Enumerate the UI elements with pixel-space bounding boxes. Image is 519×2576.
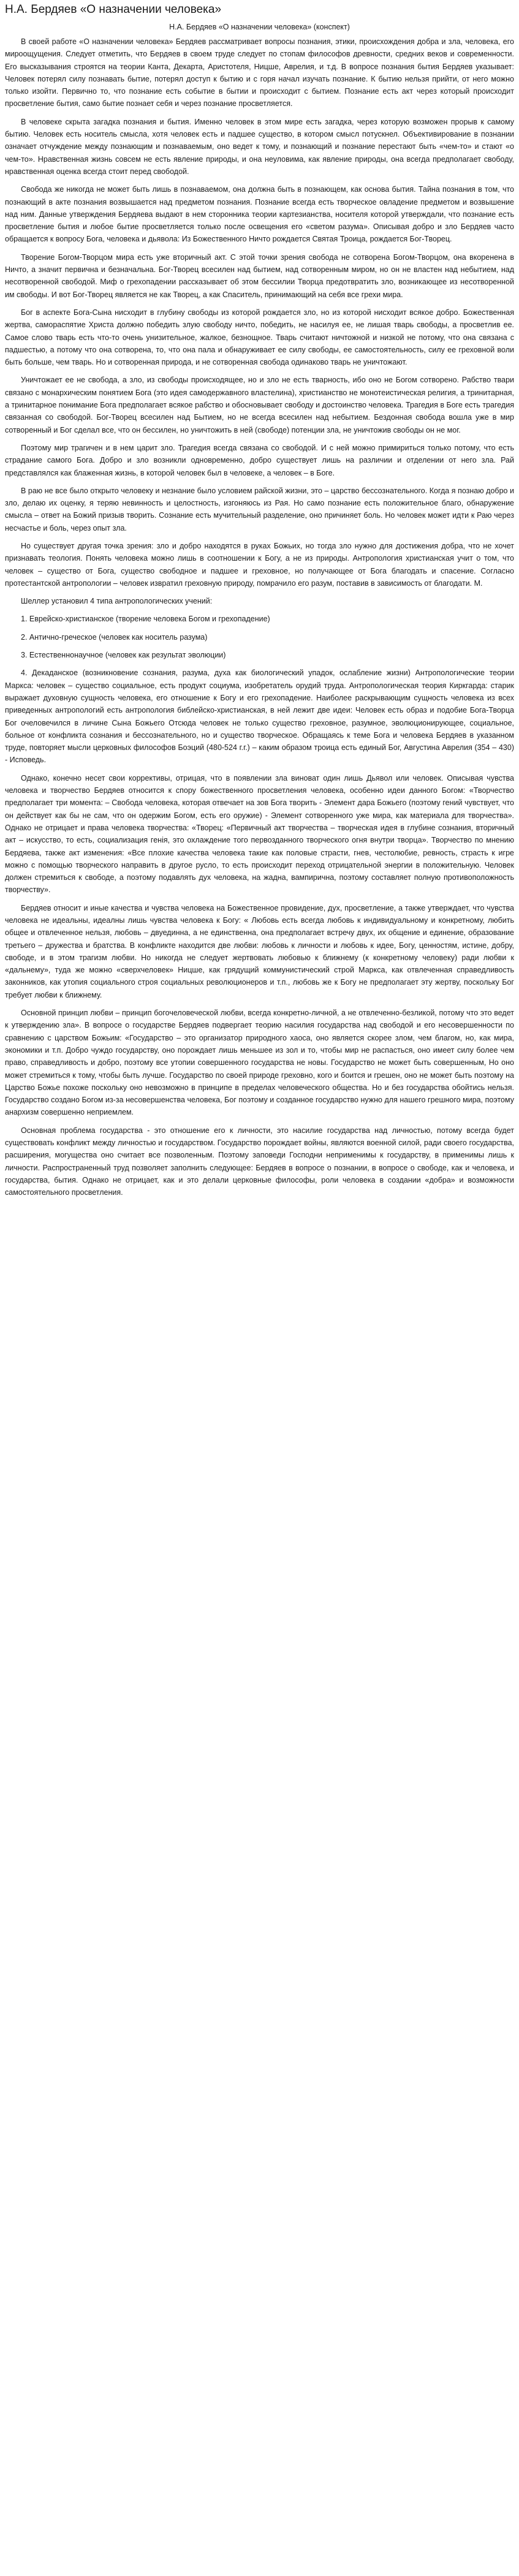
paragraph-anthropology: Но существует другая точка зрения: зло и добро находятся в руках Божьих, но тогда зло нужно для достижения добра, что не хочет признавать теология. Понять человека можно лишь в соотношении к Богу, а не из природы. Антропология христианская учит о том, что человек – существо от Бога, существо свободное и падшее и греховное, но получающее от Бога благодать и спасение. Согласно протестантской антропологии – человек извратил греховную природу, помрачило его разум, поставив в зависимость от благодати. М.: [5, 541, 514, 588]
list-item: 3. Естественнонаучное (человек как результат эволюции): [21, 651, 226, 660]
paragraph-creation: Творение Богом-Творцом мира есть уже вторичный акт. С этой точки зрения свобода не сотворена Богом-Творцом, она вкоренена в Ничто, а значит первична и безначальна. Бог-Творец всесилен над бытием, над сотворенным миром, но он не властен над небытием, над несотворенной свободой. Миф о грехопадении рассказывает об этом бессилии Творца предотвратить зло, возникающее из несотворенной им свободы. И вот Бог-Творец является не как Творец, а как Спаситель, принимающий на себя все грехи мира.: [5, 252, 514, 299]
paragraph-love: Бердяев относит и иные качества и чувства человека на Божественное провидение, дух, просветление, а также утверждает, что чувства человека не идеальны, идеалны лишь чувства человека к Богу: « Любовь есть всегда любовь к индивидуальному и конкретному, любить общее и отвлеченное нельзя, любовь – двуединна, а не единственна, она предполагает встречу двух, их общение и единение, образование третьего – дружества и братства. В конфликте находится две любви: любовь к личности и любовь к идее, Богу, ценностям, истине, добру, свободе, и в этом трагизм любви. Но никогда не следует жертвовать любовью к ближнему (к конкретному человеку) ради любви к «дальнему», туда же можно «сверхчеловек» Ницше, как грядущий коммунистический строй Маркса, как отвлеченная справедливость законников, как утопия социального строя социальных революционеров и т.п., любовь же к Богу не предполагает эту жертву, поскольку Бог требует любви к ближнему.: [5, 903, 514, 999]
page-title: Н.А. Бердяев «О назначении человека»: [5, 3, 222, 16]
paragraph-slavery-of-creation: Уничтожает ее не свобода, а зло, из свободы происходящее, но и зло не есть тварность, ибо оно не Богом сотворено. Рабство твари связано с монархическим понятием Бога (это идея самодержавного властелина), христианство не монотеистическая религия, а тринитарная, а тринитарное понимание Бога предполагает всякое рабство и обосновывает свободу и достоинство человека. Трагедия в Боге есть трагедия связанная со свободой. Бог-Творец всесилен над Бытием, но не всегда всесилен над небытием. Бездонная свобода вошла уже в мир сотворенный и Бог сделал все, что он бессилен, но уничтожить в ней (свободе) потенции зла, не уничтожив свободы он не мог.: [5, 376, 514, 434]
page: [0, 0, 519, 1199]
list-item: 1. Еврейско-христианское (творение человека Богом и грехопадение): [21, 615, 270, 624]
paragraph-state: Основной принцип любви – принцип богочеловеческой любви, всегда конкретно-личной, а не отвлеченно-безликой, потому что это ведет к утверждению зла». В вопросе о государстве Бердяев подвергает теорию насилия государства над свободой и его несовершенности по сравнению с царством Божьим: «Государство – это организатор природного хаоса, оно является скорее злом, чем благом, но, как мира, экономики и т.п. Добро чуждо государству, оно порождает лишь меньшее из зол и то, чтобы мир не распасться, оно имеет силу более чем право, справедливость и добро, поэтому все утопии совершенного государства не новы. Государство не может быть совершенным, Но оно может стремиться к тому, чтобы быть лучше. Государство по своей природе греховно, кого и боится и грешен, оно не может быть поэтому на Царство Божье похоже поскольку оно невозможно в принципе в пределах человеческого общества. Но и без государства обойтись нельзя. Государство создано Богом из-за несовершенства человека, Бог поэтому и созданное государство нужно для нашего грешного мира, поэтому анархизм совершенно неприемлем.: [5, 1009, 514, 1117]
paragraph-god-the-son: Бог в аспекте Бога-Сына нисходит в глубину свободы из которой рождается зло, но из которой нисходит всякое добро. Божественная жертва, самораспятие Христа должно победить злую свободу ничто, победить, не насилуя ее, не лишая тварь свободы, а просветлив ее. Самое слово тварь есть что-то очень унизительное, жалкое, безнощное. Тварь считают ничтожной и низкой не потому, что она связана с падшестью, а потому что она сотворена, то, что она пала и обнаруживает ее силу свободы, ее самостоятельность, силу ее греховной воли быть больше, чем тварь. Но и сотворенная природа, и не сотворенная свобода одинаково тварь не уничтожают.: [5, 308, 514, 367]
paragraph-creativity: Однако, конечно несет свои коррективы, отрицая, что в появлении зла виноват один лишь Дьявол или человек. Описывая чувства человека и творчество Бердяев относится к спору божественного просветления человека, особенно идеи данного Богом: «Творчество предполагает три момента: – Свобода человека, которая отвечает на зов Бога творить - Элемент дара Божьего (поэтому гений чувствует, что он действует как бы не сам, что он одержим Богом, есть его оружие) - Элемент сотворенного уже мира, как материала для творчества». Однако не отрицает и права человека творчества: «Творец: «Первичный акт творчества – творческая идея в глубине сознания, вторичный акт – искусство, то есть, социализация генія, это охлаждение того первозданного творческого огня внутри творца». Творчество по мнению Бердяева, также акт изменения: «Все плохие качества человека такие как половые страсти, гнев, честолюбие, ревность, страсть к игре можно с помощью творческого направить в другое русло, то есть происходит переход отрицательной энергии в положительную. Человек должен стремиться к свободе, а поэтому подавлять дух человека, на жадна, вампирична, поэтому составляет полную противоположность творчеству».: [5, 773, 514, 895]
list-item: 2. Антично-греческое (человек как носитель разума): [21, 632, 208, 642]
paragraph-mystery-of-knowledge: В человеке скрыта загадка познания и бытия. Именно человек в этом мире есть загадка, через которую возможен прорыв к самому бытию. Человек есть носитель смысла, хотя человек есть и падшее существо, в котором смысл потускнел. Объективирование в познании означает отчуждение между познающим и познаваемым, оно ведет к тому, и познающий и познание перестают быть «чем-то» и стают «о чем-то». Нравственная жизнь совсем не есть явление природы, и она неуловима, как явление природы, она всегда предполагает свободу, нравственная оценка всегда стоит перед свободой.: [5, 117, 514, 176]
paragraph-conclusion: Основная проблема государства - это отношение его к личности, это насилие государства над личностью, потому всегда будет существовать конфликт между личностью и государством. Государство порождает войны, являются военной силой, ради своего государства, расширения, могущества оно считает все позволенным. Поэтому заповеди Господни неприменимы к государству, в применимы лишь к личности. Распространенный труд позволяет заполнить следующее: Бердяев в вопросе о познании, в вопросе о свободе, как и человека, и государства, бытия. Однако не отрицает, как и это делали церковные философы, роли человека в создании «добра» и возможности самостоятельного просветления.: [5, 1126, 514, 1197]
paragraph-paradise: В раю не все было открыто человеку и незнание было условием райской жизни, это – царство бессознательного. Когда я познаю добро и зло, делаю их оценку, я теряю невинность и целостность, изгоняюсь из Рая. Но само познание есть положительное благо, обнаружение смысла – ответ на Божий призыв творить. Сознание есть мучительный разделение, оно причиняет боль. Но человек может идти к Раю через несчастье и боль, через опыт зла.: [5, 486, 514, 532]
paragraph-decadent-theory: 4. Декаданское (возникновение сознания, разума, духа как биологический упадок, ослабление жизни) Антропологические теории Маркса: человек – существо социальное, есть продукт социума, изобретатель орудий труда. Антропологическая теория Киркгарда: старик выражает духовную сущность человека, его отношение к Богу и его грехопадение. Наиболее раскрывающим сущность человека из всех приведенных антропологий есть антропология библейско-христианская, в ней лежит две идеи: Человек есть образ и подобие Бога-Творца Бог очеловечился в личине Сына Божьего Отсюда человек не только существо греховное, разумное, эволюционирующее, социальное, больное от конфликта сознания и бессознательного, но и существо творческое. Обращаясь к теме Бога и человека Бердяев в указанном труде, повторяет мысли церковных философов Боэций (480-524 г.г.) – каким образом троица есть единый Бог, Августина Аврелия (354 – 430) - Исповедь.: [5, 669, 514, 765]
page-subtitle: Н.А. Бердяев «О назначении человека» (конспект): [169, 23, 350, 31]
list-heading: Шеллер установил 4 типа антропологических учений:: [21, 597, 213, 606]
paragraph-intro: В своей работе «О назначении человека» Бердяев рассматривает вопросы познания, этики, происхождения добра и зла, человека, его мироощущения. Следует отметить, что Бердяев в своем труде следует по стопам философов древности, средних веков и современности. Его высказывания строятся на теории Канта, Декарта, Аристотеля, Ницше, Аврелия, и т.д. В вопросе познания бытия Бердяев указывает: Человек потерял силу познавать бытие, потерял доступ к бытию и с горя начал изучать познание. К бытию нельзя прийти, от него можно только изойти. Первично то, что познание есть событие в бытии и происходит с бытием. Познание есть акт через который происходит просветление бытия, само бытие познает себя и через познание просветляется.: [5, 37, 514, 108]
paragraph-freedom: Свобода же никогда не может быть лишь в познаваемом, она должна быть в познающем, как основа бытия. Тайна познания в том, что познающий в акте познания возвышается над предметом познания. Познание всегда есть творческое овладение предметом и возвышение над ним. Данные утверждения Бердяева выдают в нем сторонника теории картезианства, носителя которой утверждали, что познание есть просветление бытия и любое бытие просветляется только после освещения его «светом разума». Описывая добро и зло Бердяев часто обращается к вопросу Бога, человека и дьявола: Из Божественного Ничто рождается Святая Троица, рождается Бог-Творец.: [5, 185, 514, 244]
paragraph-tragedy: Поэтому мир трагичен и в нем царит зло. Трагедия всегда связана со свободой. И с ней можно примириться только потому, что есть страдание самого Бога. Добро и зло возникли одновременно, добро существует лишь на различии и отделении от него зла. Рай представлялся как блаженная жизнь, в которой человек был в человеке, а человек – в Боге.: [5, 443, 514, 477]
